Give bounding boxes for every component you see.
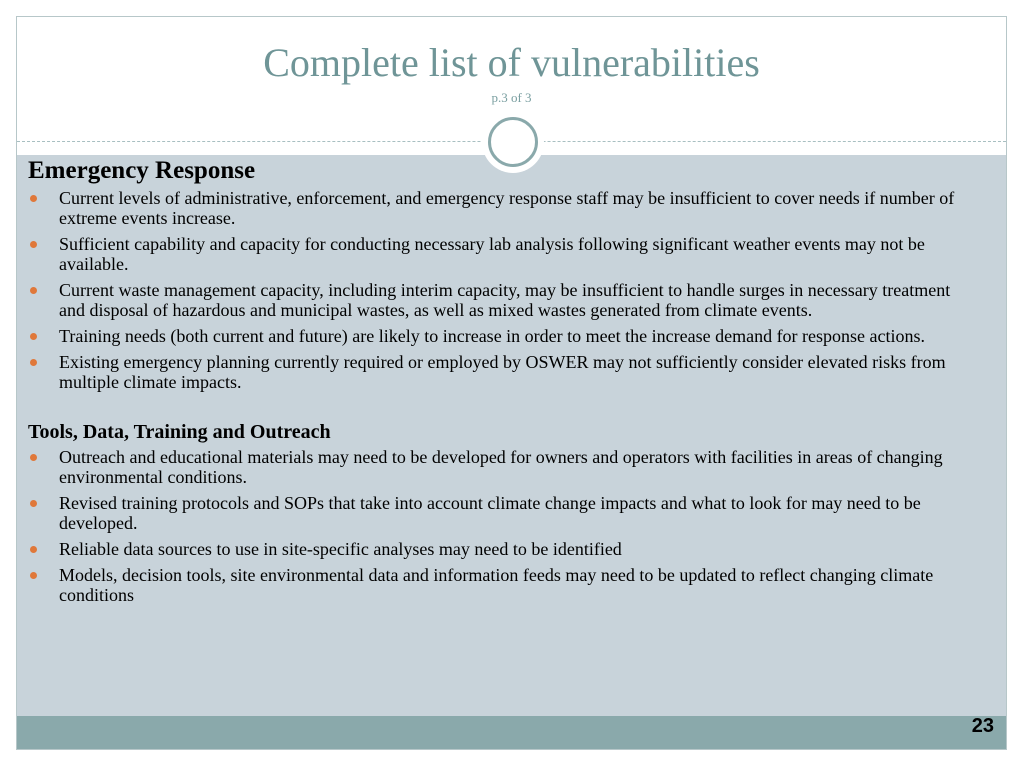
slide-subtitle: p.3 of 3: [491, 90, 532, 105]
bullet-icon: [30, 241, 37, 248]
list-item-text: Reliable data sources to use in site-specific analyses may need to be identified: [59, 539, 622, 559]
list-item: [28, 539, 968, 559]
tools-data-list: [28, 447, 968, 605]
bullet-icon: [30, 546, 37, 553]
slide-title: Complete list of vulnerabilities: [263, 40, 760, 85]
list-item: [28, 188, 968, 228]
list-item-text: Existing emergency planning currently required or employed by OSWER may not sufficiently consider elevated risks from multiple climate impacts.: [59, 352, 946, 392]
list-item-text: Sufficient capability and capacity for conducting necessary lab analysis following significant weather events may not be available.: [59, 234, 925, 274]
section-heading-emergency-response: Emergency Response: [28, 157, 256, 184]
bullet-icon: [30, 287, 37, 294]
list-item: [28, 565, 968, 605]
bullet-icon: [30, 454, 37, 461]
list-item-text: Training needs (both current and future) are likely to increase in order to meet the increase demand for response actions.: [59, 326, 926, 346]
bullet-icon: [30, 333, 37, 340]
bullet-icon: [30, 195, 37, 202]
slide-body: [28, 156, 968, 611]
bullet-icon: [30, 572, 37, 579]
page-number: 23: [971, 715, 994, 737]
bullet-icon: [30, 500, 37, 507]
list-item-text: Outreach and educational materials may need to be developed for owners and operators with facilities in areas of changing environmental conditions.: [59, 447, 943, 487]
slide-footer: [17, 716, 1006, 749]
list-item: [28, 326, 968, 346]
list-item-text: Current levels of administrative, enforcement, and emergency response staff may be insufficient to cover needs if number of extreme events increase.: [59, 188, 955, 228]
list-item: [28, 234, 968, 274]
bullet-icon: [30, 359, 37, 366]
list-item-text: Revised training protocols and SOPs that take into account climate change impacts and what to look for may need to be developed.: [59, 493, 921, 533]
section-heading-tools-data: Tools, Data, Training and Outreach: [28, 421, 331, 443]
emergency-response-list: [28, 188, 968, 392]
list-item: [28, 280, 968, 320]
list-item: [28, 352, 968, 392]
list-item: [28, 447, 968, 487]
list-item: [28, 493, 968, 533]
list-item-text: Current waste management capacity, including interim capacity, may be insufficient to handle surges in necessary treatment and disposal of hazardous and municipal wastes, as well as mixed wastes generated from climate events.: [59, 280, 951, 320]
list-item-text: Models, decision tools, site environmental data and information feeds may need to be updated to reflect changing climate conditions: [59, 565, 934, 605]
